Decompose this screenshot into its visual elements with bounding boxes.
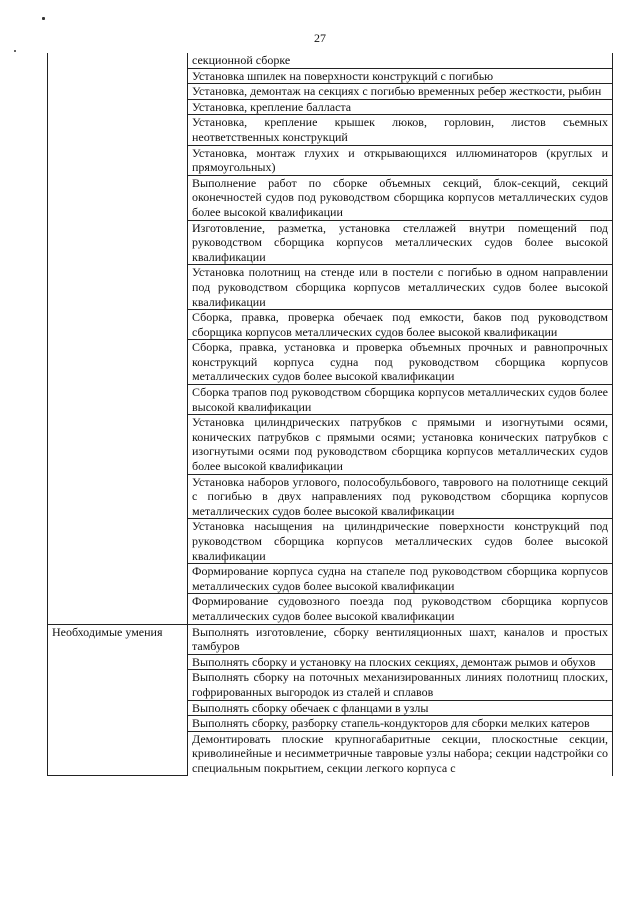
table-row <box>48 624 613 654</box>
row-text-cell: Формирование корпуса судна на стапеле под руководством сборщика корпусов металлических судов более высокой квалификации <box>188 564 613 594</box>
row-text-cell: Выполнять сборку, разборку стапель-кондукторов для сборки мелких катеров <box>188 716 613 732</box>
row-text-cell: Сборка, правка, проверка обечаек под емкости, баков под руководством сборщика корпусов металлических судов более высокой квалификации <box>188 310 613 340</box>
row-text-cell: Установка, крепление балласта <box>188 99 613 115</box>
table-row <box>48 53 613 68</box>
row-text-cell: Установка насыщения на цилиндрические поверхности конструкций под руководством сборщика корпусов металлических судов более высокой квалификации <box>188 519 613 564</box>
row-text-cell: Сборка трапов под руководством сборщика корпусов металлических судов более высокой квалификации <box>188 385 613 415</box>
row-text-cell: Установка шпилек на поверхности конструкций с погибью <box>188 68 613 84</box>
row-text-cell: Изготовление, разметка, установка стеллажей внутри помещений под руководством сборщика корпусов металлических судов более высокой квалификации <box>188 220 613 265</box>
row-text-cell: Выполнять изготовление, сборку вентиляционных шахт, каналов и простых тамбуров <box>188 624 613 654</box>
row-label-cell <box>48 53 188 624</box>
scan-speck <box>14 50 16 52</box>
scan-speck <box>42 17 45 20</box>
row-text-cell: Установка полотнищ на стенде или в постели с погибью в одном направлении под руководством сборщика корпусов металлических судов более высокой квалификации <box>188 265 613 310</box>
row-text-cell: Установка, демонтаж на секциях с погибью временных ребер жесткости, рыбин <box>188 84 613 100</box>
row-text-cell: Выполнять сборку на поточных механизированных линиях полотнищ плоских, гофрированных выгородок из сталей и сплавов <box>188 670 613 700</box>
competency-table <box>47 53 613 776</box>
page-number: 27 <box>314 31 326 45</box>
row-text-cell: Демонтировать плоские крупногабаритные секции, плоскостные секции, криволинейные и несимметричные тавровые узлы набора; секции надстройки со специальным покрытием, секции легкого корпуса с <box>188 731 613 775</box>
row-text-cell: Выполнять сборку и установку на плоских секциях, демонтаж рымов и обухов <box>188 654 613 670</box>
competency-table-body <box>48 53 613 776</box>
row-text-cell: Установка, крепление крышек люков, горловин, листов съемных неответственных конструкций <box>188 115 613 145</box>
row-text-cell: Формирование судовозного поезда под руководством сборщика корпусов металлических судов более высокой квалификации <box>188 594 613 624</box>
row-text-cell: Выполнение работ по сборке объемных секций, блок-секций, секций оконечностей судов под руководством сборщика корпусов металлических судов более высокой квалификации <box>188 175 613 220</box>
row-text-cell: Установка цилиндрических патрубков с прямыми и изогнутыми осями, конических патрубков с прямыми осями; установка конических патрубков с изогнутыми осями под руководством сборщика корпусов металлических судов более высокой квалификации <box>188 415 613 474</box>
row-text-cell: секционной сборке <box>188 53 613 68</box>
row-text-cell: Установка наборов углового, полособульбового, таврового на полотнище секций с погибью в двух направлениях под руководством сборщика корпусов металлических судов более высокой квалификации <box>188 474 613 519</box>
row-text-cell: Сборка, правка, установка и проверка объемных прочных и равнопрочных конструкций корпуса судна под руководством сборщика корпусов металлических судов более высокой квалификации <box>188 340 613 385</box>
row-text-cell: Выполнять сборку обечаек с фланцами в узлы <box>188 700 613 716</box>
row-text-cell: Установка, монтаж глухих и открывающихся иллюминаторов (круглых и прямоугольных) <box>188 145 613 175</box>
row-label-cell: Необходимые умения <box>48 624 188 775</box>
